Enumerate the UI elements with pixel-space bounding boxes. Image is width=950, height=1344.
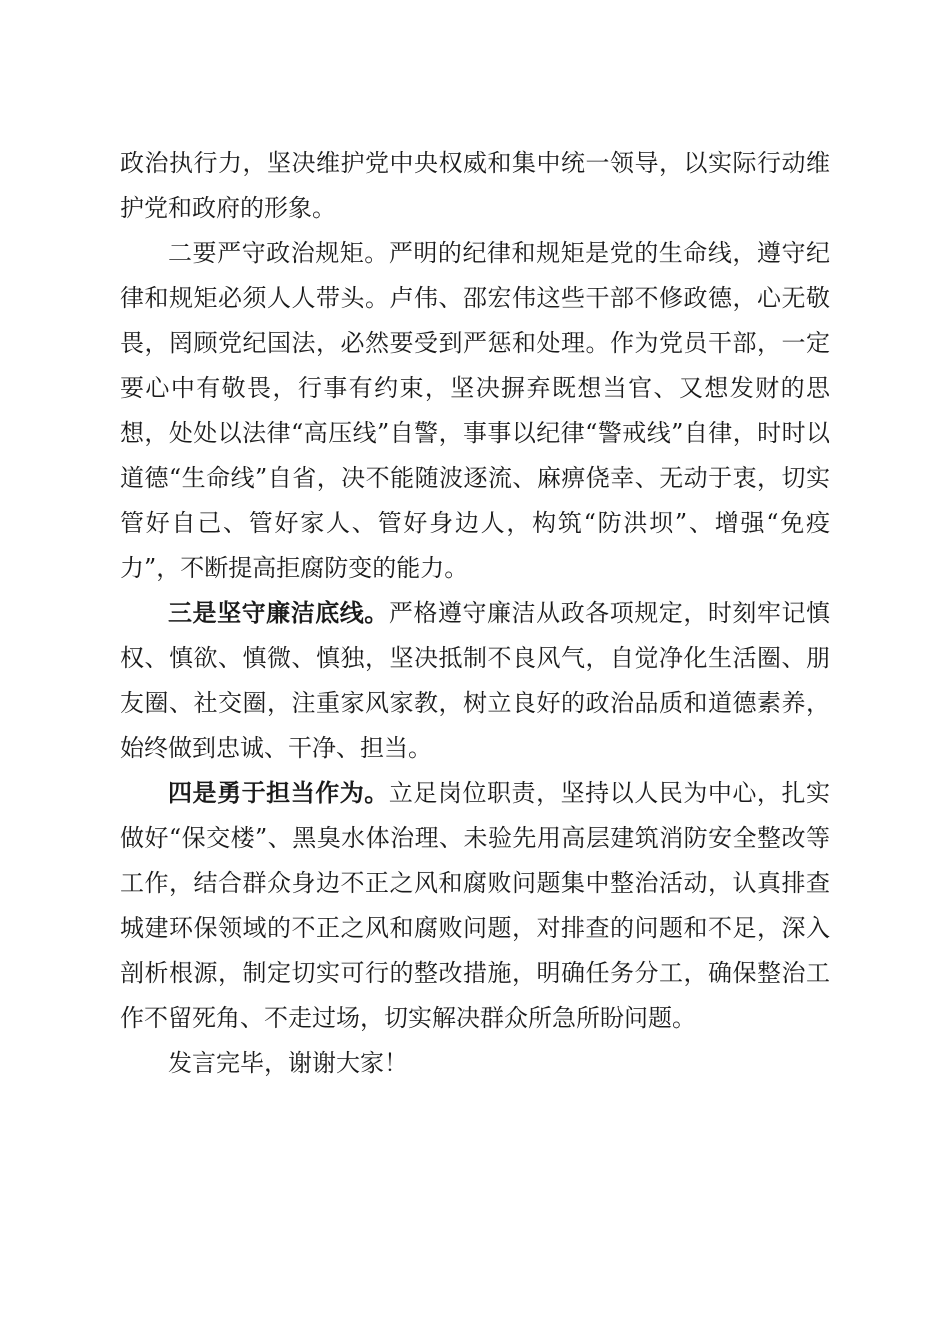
paragraph-lead: 四是勇于担当作为。 — [168, 779, 389, 807]
document-body — [120, 141, 830, 1086]
paragraph-text: 二要严守政治规矩。严明的纪律和规矩是党的生命线，遵守纪律和规矩必须人人带头。卢伟、邵宏伟这些干部不修政德，心无敬畏，罔顾党纪国法，必然要受到严惩和处理。作为党员干部，一定要心中有敬畏，行事有约束，坚决摒弃既想当官、又想发财的思想，处处以法律“高压线”自警，事事以纪律“警戒线”自律，时时以道德“生命线”自省，决不能随波逐流、麻痹侥幸、无动于衷，切实管好自己、管好家人、管好身边人，构筑“防洪坝”、增强“免疫力”，不断提高拒腐防变的能力。 — [120, 239, 830, 582]
paragraph-text: 发言完毕，谢谢大家！ — [168, 1049, 408, 1077]
paragraph-integrity-bottom-line — [120, 591, 830, 771]
paragraph-text: 政治执行力，坚决维护党中央权威和集中统一领导，以实际行动维护党和政府的形象。 — [120, 149, 830, 222]
paragraph-closing — [120, 1041, 830, 1086]
paragraph-text: 立足岗位职责，坚持以人民为中心，扎实做好“保交楼”、黑臭水体治理、未验先用高层建筑消防安全整改等工作，结合群众身边不正之风和腐败问题集中整治活动，认真排查城建环保领域的不正之风和腐败问题，对排查的问题和不足，深入剖析根源，制定切实可行的整改措施，明确任务分工，确保整治工作不留死角、不走过场，切实解决群众所急所盼问题。 — [120, 779, 831, 1032]
paragraph-continuation — [120, 141, 830, 231]
paragraph-political-rules — [120, 231, 830, 591]
paragraph-lead: 三是坚守廉洁底线。 — [168, 599, 389, 627]
paragraph-text: 严格遵守廉洁从政各项规定，时刻牢记慎权、慎欲、慎微、慎独，坚决抵制不良风气，自觉净化生活圈、朋友圈、社交圈，注重家风家教，树立良好的政治品质和道德素养，始终做到忠诚、干净、担当。 — [120, 599, 831, 762]
paragraph-take-responsibility — [120, 771, 830, 1041]
